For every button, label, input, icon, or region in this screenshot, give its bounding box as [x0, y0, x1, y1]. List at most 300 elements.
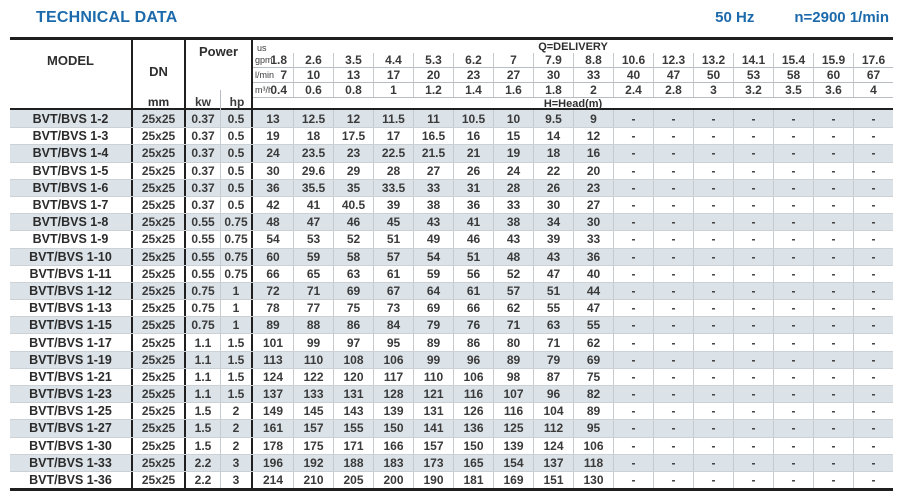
head-cell: 65 [293, 266, 333, 282]
delivery-value-cell [533, 53, 573, 67]
delivery-value: 6.2 [465, 53, 482, 67]
hp-cell: 1 [220, 283, 253, 299]
head-cell: 48 [266, 215, 280, 230]
dn-cell: 25x25 [133, 197, 186, 213]
head-cell: 61 [453, 283, 493, 299]
head-cell: - [853, 420, 893, 436]
head-cell: 64 [413, 283, 453, 299]
head-cell: - [773, 266, 813, 282]
delivery-value: 1.8 [270, 53, 287, 67]
delivery-label-row [253, 40, 893, 53]
unit-label: l/min [255, 70, 275, 80]
dn-cell: 25x25 [133, 455, 186, 471]
delivery-value-cell [253, 53, 293, 67]
head-cell: - [693, 110, 733, 127]
head-cell: 41 [453, 214, 493, 230]
delivery-value: 7 [280, 68, 287, 82]
delivery-value-cell [773, 83, 813, 97]
head-cell: - [773, 283, 813, 299]
delivery-value: 5.3 [425, 53, 442, 67]
delivery-value: 58 [786, 68, 801, 82]
head-cell: - [693, 403, 733, 419]
head-cell: - [853, 455, 893, 471]
head-cell: 137 [533, 455, 573, 471]
head-cell: 116 [453, 386, 493, 402]
delivery-value-cell [733, 53, 773, 67]
head-cell: 56 [453, 266, 493, 282]
head-cell: - [653, 283, 693, 299]
head-cell: 157 [413, 438, 453, 454]
head-cell: 15 [493, 128, 533, 144]
delivery-value: 23 [466, 68, 481, 82]
head-cell: - [613, 145, 653, 161]
table-row [10, 282, 893, 299]
head-cell: 54 [266, 232, 280, 247]
delivery-value-cell [293, 53, 333, 67]
head-cell: - [613, 317, 653, 333]
head-cell: 40 [573, 266, 613, 282]
kw-cell: 0.75 [191, 283, 215, 298]
head-cell: 33 [493, 197, 533, 213]
head-cell: - [853, 197, 893, 213]
delivery-value-cell [773, 68, 813, 82]
delivery-value: 3.5 [345, 53, 362, 67]
head-cell: - [653, 438, 693, 454]
dn-cell: 25x25 [133, 128, 186, 144]
head-cell: 34 [533, 214, 573, 230]
head-cell: 154 [493, 455, 533, 471]
delivery-value-cell [573, 68, 613, 82]
delivery-value-cell [453, 68, 493, 82]
head-cell: 205 [333, 472, 373, 488]
kw-cell: 0.55 [191, 249, 215, 264]
head-cell: 69 [413, 300, 453, 316]
delivery-value-cell [853, 83, 893, 97]
head-cell: 69 [333, 283, 373, 299]
delivery-value-cell [573, 83, 613, 97]
table-row [10, 402, 893, 419]
head-cell: - [853, 386, 893, 402]
head-cell: 16 [453, 128, 493, 144]
head-cell: 30 [573, 214, 613, 230]
hp-cell: 3 [220, 455, 253, 471]
head-cell: 110 [293, 352, 333, 368]
head-cell: - [773, 214, 813, 230]
head-cell: 173 [413, 455, 453, 471]
head-cell: 125 [493, 420, 533, 436]
head-cell: 48 [493, 249, 533, 265]
head-cell: - [813, 214, 853, 230]
delivery-value-cell [333, 53, 373, 67]
head-cell: 126 [453, 403, 493, 419]
delivery-value: 33 [586, 68, 601, 82]
head-cell: - [773, 128, 813, 144]
table-row [10, 471, 893, 488]
head-cell: - [653, 386, 693, 402]
delivery-value: 1.2 [425, 83, 442, 97]
head-cell: - [733, 300, 773, 316]
delivery-value: 53 [746, 68, 761, 82]
delivery-value-cell [453, 83, 493, 97]
head-cell: - [693, 472, 733, 488]
head-cell: - [693, 455, 733, 471]
head-cell: - [733, 317, 773, 333]
head-cell: 107 [493, 386, 533, 402]
head-cell: 59 [413, 266, 453, 282]
head-cell: - [773, 420, 813, 436]
kw-cell: 0.37 [191, 111, 215, 126]
head-cell: - [773, 438, 813, 454]
head-cell: 18 [533, 145, 573, 161]
head-cell: 99 [293, 334, 333, 350]
delivery-value: 2 [590, 83, 597, 97]
head-cell: - [613, 128, 653, 144]
head-cell: 89 [266, 318, 280, 333]
model-cell: BVT/BVS 1-12 [10, 283, 133, 299]
delivery-value: 0.6 [305, 83, 322, 97]
head-cell: - [693, 145, 733, 161]
delivery-value: 14.1 [741, 53, 766, 67]
head-cell: - [733, 128, 773, 144]
head-cell: - [653, 163, 693, 179]
hp-cell: 0.5 [220, 110, 253, 127]
delivery-value: 3 [710, 83, 717, 97]
head-cell: 124 [533, 438, 573, 454]
head-cell: 35.5 [293, 180, 333, 196]
dn-cell: 25x25 [133, 249, 186, 265]
head-cell: 96 [533, 386, 573, 402]
head-cell: - [653, 145, 693, 161]
head-cell: - [813, 145, 853, 161]
delivery-value: 17 [386, 68, 401, 82]
kw-cell: 2.2 [194, 473, 212, 488]
dn-cell: 25x25 [133, 420, 186, 436]
delivery-value-cell [413, 83, 453, 97]
kw-cell: 0.75 [191, 318, 215, 333]
head-cell: 47 [293, 214, 333, 230]
page-title: TECHNICAL DATA [36, 9, 178, 26]
dn-cell: 25x25 [133, 231, 186, 247]
head-cell: 75 [333, 300, 373, 316]
head-cell: 31 [453, 180, 493, 196]
head-cell: 89 [493, 352, 533, 368]
dn-cell: 25x25 [133, 145, 186, 161]
head-cell: 84 [373, 317, 413, 333]
head-cell: - [733, 145, 773, 161]
head-cell: - [733, 455, 773, 471]
unit-label: m³/h [255, 85, 273, 95]
delivery-value-cell [693, 53, 733, 67]
head-cell: - [733, 180, 773, 196]
head-cell: - [733, 214, 773, 230]
hp-cell: 2 [220, 438, 253, 454]
head-cell: 190 [413, 472, 453, 488]
table-row [10, 437, 893, 454]
head-cell: 80 [493, 334, 533, 350]
delivery-value-cell [293, 83, 333, 97]
kw-cell: 0.37 [191, 163, 215, 178]
head-cell: 118 [573, 455, 613, 471]
head-cell: - [813, 197, 853, 213]
delivery-value: 1.8 [545, 83, 562, 97]
dn-cell: 25x25 [133, 472, 186, 488]
head-cell: - [653, 266, 693, 282]
head-cell: 155 [333, 420, 373, 436]
head-cell: 17.5 [333, 128, 373, 144]
delivery-value: 1.6 [505, 83, 522, 97]
kw-unit-label: kw [194, 95, 211, 109]
head-cell: - [653, 403, 693, 419]
head-cell: - [853, 283, 893, 299]
head-cell: 122 [293, 369, 333, 385]
delivery-value-cell [733, 68, 773, 82]
head-cell: - [693, 386, 733, 402]
table-row [10, 351, 893, 368]
delivery-value-cell [533, 83, 573, 97]
table-row [10, 110, 893, 127]
head-cell: 42 [266, 198, 280, 213]
head-cell: 27 [413, 163, 453, 179]
head-cell: 196 [262, 455, 284, 470]
delivery-value-cell [813, 83, 853, 97]
head-cell: 45 [373, 214, 413, 230]
head-cell: 43 [533, 249, 573, 265]
head-cell: - [773, 472, 813, 488]
head-cell: 54 [413, 249, 453, 265]
delivery-value: 10 [306, 68, 321, 82]
head-cell: 12 [333, 110, 373, 127]
head-cell: 166 [373, 438, 413, 454]
head-cell: 112 [533, 420, 573, 436]
head-cell: - [693, 369, 733, 385]
head-cell: - [773, 352, 813, 368]
model-cell: BVT/BVS 1-33 [10, 455, 133, 471]
head-cell: - [613, 197, 653, 213]
delivery-header [253, 40, 893, 110]
head-cell: - [813, 438, 853, 454]
kw-cell: 0.55 [191, 215, 215, 230]
head-cell: 44 [573, 283, 613, 299]
delivery-value-cell [693, 83, 733, 97]
table-row [10, 144, 893, 161]
delivery-value: 13.2 [701, 53, 726, 67]
table-row [10, 419, 893, 436]
delivery-value: 13 [346, 68, 361, 82]
head-cell: 53 [293, 231, 333, 247]
delivery-value-cell [373, 53, 413, 67]
table-row [10, 333, 893, 350]
head-cell: 149 [262, 404, 284, 419]
head-cell: 9 [573, 110, 613, 127]
delivery-value-cell [653, 53, 693, 67]
head-cell: 214 [262, 473, 284, 488]
head-cell: - [853, 317, 893, 333]
head-cell: - [773, 180, 813, 196]
delivery-value: 10.6 [621, 53, 646, 67]
head-cell: - [613, 352, 653, 368]
head-cell: 136 [453, 420, 493, 436]
head-cell: 18 [293, 128, 333, 144]
head-cell: - [813, 317, 853, 333]
head-cell: 26 [453, 163, 493, 179]
head-cell: - [693, 300, 733, 316]
head-cell: 43 [493, 231, 533, 247]
dn-cell: 25x25 [133, 266, 186, 282]
head-cell: 33.5 [373, 180, 413, 196]
delivery-value: 30 [546, 68, 561, 82]
dn-cell: 25x25 [133, 163, 186, 179]
hp-cell: 0.5 [220, 128, 253, 144]
head-cell: - [733, 420, 773, 436]
delivery-value: 50 [706, 68, 721, 82]
column-header-dn [133, 40, 186, 110]
dn-cell: 25x25 [133, 386, 186, 402]
head-cell: 63 [533, 317, 573, 333]
head-cell: - [813, 163, 853, 179]
head-cell: 28 [493, 180, 533, 196]
delivery-value: 12.3 [661, 53, 686, 67]
head-cell: 60 [266, 249, 280, 264]
head-cell: - [733, 334, 773, 350]
head-cell: 143 [333, 403, 373, 419]
head-cell: 33 [573, 231, 613, 247]
head-cell: - [813, 110, 853, 127]
table-row [10, 454, 893, 471]
delivery-value-cell [253, 83, 293, 97]
table-row [10, 368, 893, 385]
head-cell: 12.5 [293, 110, 333, 127]
head-cell: 200 [373, 472, 413, 488]
unit-label: gpm [255, 55, 273, 65]
head-cell: - [773, 231, 813, 247]
model-cell: BVT/BVS 1-27 [10, 420, 133, 436]
head-cell: 13 [266, 111, 280, 126]
head-cell: - [813, 386, 853, 402]
delivery-value-cell [853, 68, 893, 82]
head-cell: 23 [333, 145, 373, 161]
head-cell: 99 [413, 352, 453, 368]
head-cell: 22.5 [373, 145, 413, 161]
head-cell: 47 [573, 300, 613, 316]
head-cell: - [773, 163, 813, 179]
head-cell: - [613, 266, 653, 282]
delivery-value: 2.8 [665, 83, 682, 97]
head-cell: 29.6 [293, 163, 333, 179]
head-cell: - [653, 110, 693, 127]
head-cell: - [613, 231, 653, 247]
table-row [10, 248, 893, 265]
head-cell: - [733, 266, 773, 282]
dn-cell: 25x25 [133, 214, 186, 230]
dn-cell: 25x25 [133, 317, 186, 333]
delivery-value: 2.4 [625, 83, 642, 97]
kw-cell: 2.2 [194, 455, 212, 470]
head-cell: - [613, 163, 653, 179]
dn-cell: 25x25 [133, 283, 186, 299]
head-cell: 145 [293, 403, 333, 419]
kw-cell: 0.75 [191, 301, 215, 316]
head-cell: 61 [373, 266, 413, 282]
head-cell: - [693, 266, 733, 282]
head-cell: 121 [413, 386, 453, 402]
delivery-value-cell [613, 83, 653, 97]
head-cell: - [813, 403, 853, 419]
head-cell: - [813, 420, 853, 436]
dn-cell: 25x25 [133, 300, 186, 316]
head-cell: - [813, 283, 853, 299]
head-cell: - [693, 180, 733, 196]
delivery-value: 17.6 [861, 53, 886, 67]
head-cell: - [853, 300, 893, 316]
head-cell: - [773, 249, 813, 265]
head-cell: - [693, 352, 733, 368]
head-cell: - [853, 110, 893, 127]
head-cell: - [813, 249, 853, 265]
dn-cell: 25x25 [133, 334, 186, 350]
head-cell: 19 [266, 129, 280, 144]
head-cell: 41 [293, 197, 333, 213]
head-cell: - [853, 231, 893, 247]
head-cell: - [773, 317, 813, 333]
model-cell: BVT/BVS 1-23 [10, 386, 133, 402]
delivery-value: 20 [426, 68, 441, 82]
head-cell: - [853, 334, 893, 350]
model-cell: BVT/BVS 1-17 [10, 334, 133, 350]
power-unit-row [186, 90, 251, 110]
hp-cell: 1 [220, 317, 253, 333]
head-cell: - [853, 352, 893, 368]
model-cell: BVT/BVS 1-11 [10, 266, 133, 282]
head-cell: 12 [573, 128, 613, 144]
head-cell: 16.5 [413, 128, 453, 144]
head-cell: 27 [573, 197, 613, 213]
model-cell: BVT/BVS 1-36 [10, 472, 133, 488]
delivery-unit-row [253, 68, 893, 83]
head-cell: - [733, 472, 773, 488]
head-cell: 24 [493, 163, 533, 179]
delivery-value-cell [293, 68, 333, 82]
head-cell: - [653, 214, 693, 230]
delivery-value: 7 [510, 53, 517, 67]
delivery-value-cell [613, 53, 653, 67]
head-cell: - [653, 231, 693, 247]
head-cell: 89 [413, 334, 453, 350]
head-cell: 57 [493, 283, 533, 299]
kw-cell: 1.1 [194, 352, 212, 367]
head-cell: 113 [263, 352, 283, 367]
head-cell: 39 [533, 231, 573, 247]
hp-cell: 0.5 [220, 163, 253, 179]
hp-cell: 0.5 [220, 145, 253, 161]
head-cell: 82 [573, 386, 613, 402]
head-cell: 22 [533, 163, 573, 179]
kw-cell: 1.5 [194, 404, 212, 419]
model-cell: BVT/BVS 1-3 [10, 128, 133, 144]
kw-cell: 0.55 [191, 232, 215, 247]
head-cell: 150 [373, 420, 413, 436]
head-cell: 181 [453, 472, 493, 488]
hp-cell: 1 [220, 300, 253, 316]
kw-cell: 1.1 [194, 335, 212, 350]
kw-cell: 1.1 [194, 369, 212, 384]
delivery-value: 1.4 [465, 83, 482, 97]
delivery-value: 60 [826, 68, 841, 82]
head-cell: 9.5 [533, 110, 573, 127]
dn-cell: 25x25 [133, 369, 186, 385]
table-row [10, 179, 893, 196]
head-cell: 88 [293, 317, 333, 333]
column-header-power [186, 40, 253, 110]
